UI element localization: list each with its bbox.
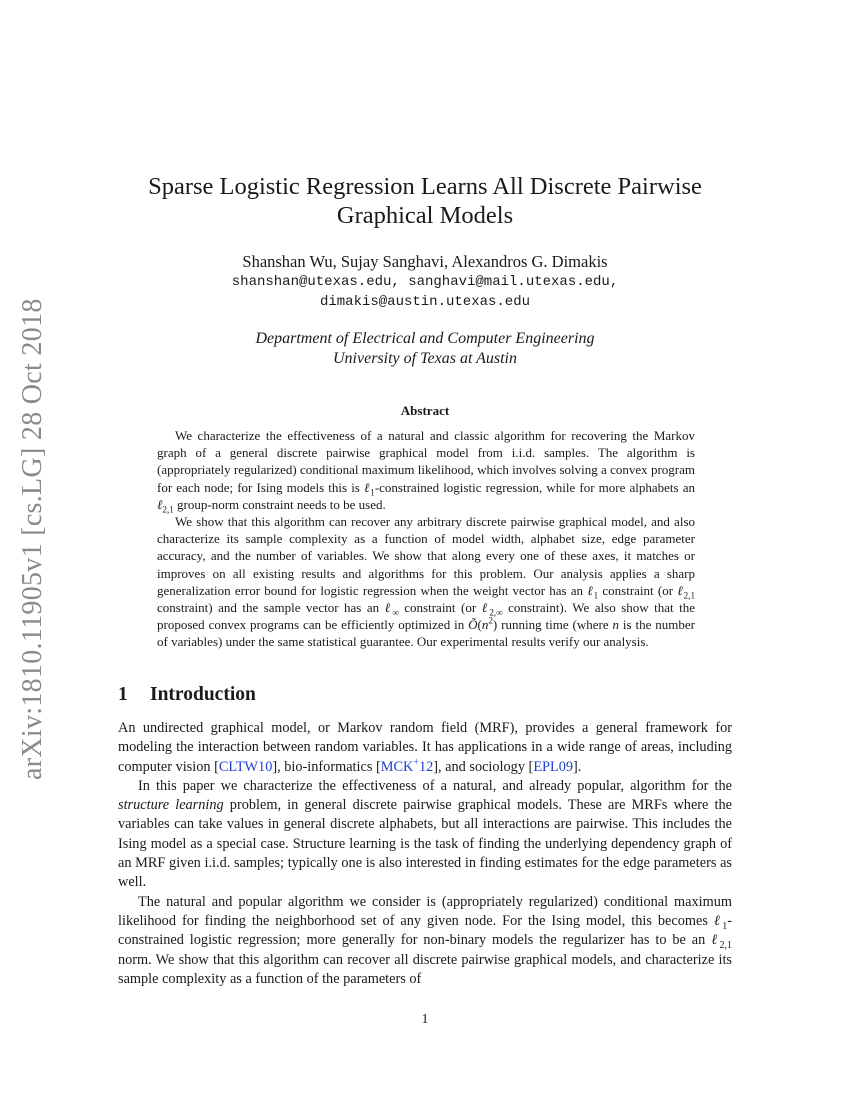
affiliation-line-1: Department of Electrical and Computer Engineering: [255, 330, 595, 347]
arxiv-identifier: arXiv:1810.11905v1 [cs.LG] 28 Oct 2018: [17, 298, 48, 780]
abstract-p1-text-b: -constrained logistic regression, while for more alphabets an: [374, 479, 695, 495]
citation-link-mck12[interactable]: [380, 756, 434, 775]
abstract-body: [157, 427, 695, 651]
variable-n: n: [481, 617, 489, 633]
ell-symbol: ℓ: [713, 912, 723, 929]
exponent: 2: [488, 615, 493, 626]
intro-paragraph-3: [118, 893, 732, 989]
ell-symbol: ℓ: [481, 600, 490, 616]
section-number: 1: [118, 684, 128, 705]
section-heading-introduction: [118, 684, 256, 706]
intro-p2-text-b: problem, in general discrete pairwise graphical models. These are MRFs where the variables can take values in general discrete alphabets, but all interactions are pairwise. This includes the Ising model as a special case. Structure learning is the task of finding the underlying dependency graph of an MRF given i.i.d. samples; typically one is also interested in finding estimates for the edge parameters as well.: [118, 797, 732, 891]
abstract-paragraph-1: [157, 427, 695, 513]
title-line-2: Graphical Models: [336, 202, 514, 229]
section-title: Introduction: [150, 684, 256, 705]
abstract-p2-text-c: constraint) and the sample vector has an: [157, 600, 385, 616]
ell-subscript: 1: [370, 487, 375, 498]
intro-p1-text-d: ].: [573, 758, 582, 775]
big-o-symbol: Õ: [468, 617, 478, 633]
ell-subscript: 1: [722, 920, 728, 932]
emails-line-2: dimakis@austin.utexas.edu: [319, 294, 531, 310]
author-emails: [118, 272, 732, 312]
title-line-1: Sparse Logistic Regression Learns All Discrete Pairwise: [148, 173, 702, 200]
ell-symbol: ℓ: [587, 582, 594, 598]
ell-symbol: ℓ: [711, 932, 720, 949]
citation-link-epl09[interactable]: EPL09: [533, 758, 574, 775]
intro-p1-text-a: An undirected graphical model, or Markov random field (MRF), provides a general framework for modeling the interaction between random variables. It has applications in a wide range of areas, including computer vision [: [118, 720, 732, 775]
ell-subscript: 2,∞: [489, 607, 503, 618]
abstract-p2-text-d: constraint (or: [398, 600, 482, 616]
paper-title: [118, 172, 732, 230]
page-number: 1: [421, 1012, 429, 1027]
intro-p3-text-a: The natural and popular algorithm we consider is (appropriately regularized) conditional maximum likelihood for finding the neighborhood set of any given node. For the Ising model, this becomes: [118, 893, 732, 929]
paren-open: (: [477, 617, 482, 633]
ell-subscript: ∞: [392, 607, 399, 618]
intro-p2-text-a: In this paper we characterize the effectiveness of a natural, and already popular, algorithm for the: [138, 777, 732, 794]
intro-paragraph-2: [118, 777, 732, 893]
affiliation: [118, 329, 732, 369]
citation-year: 12: [418, 758, 434, 775]
ell-subscript: 2,1: [683, 590, 695, 601]
ell-symbol: ℓ: [157, 496, 163, 512]
emails-line-1: shanshan@utexas.edu, sanghavi@mail.utexas.edu,: [231, 274, 619, 290]
intro-paragraph-1: [118, 719, 732, 777]
intro-p1-text-c: ], and sociology [: [433, 758, 534, 775]
citation-link-cltw10[interactable]: CLTW10: [218, 758, 273, 775]
ell-subscript: 1: [593, 590, 599, 601]
intro-p1-text-b: ], bio-informatics [: [272, 758, 381, 775]
abstract-p2-text-e: constraint). We also show that the proposed convex programs can be efficiently optimized in: [157, 600, 696, 633]
intro-p3-text-c: norm. We show that this algorithm can recover all discrete pairwise graphical models, and characterize its sample complexity as a function of the parameters of: [118, 951, 732, 987]
variable-n: n: [612, 617, 620, 633]
ell-symbol: ℓ: [363, 479, 371, 495]
ell-symbol: ℓ: [384, 600, 393, 616]
citation-text: MCK: [380, 758, 414, 775]
affiliation-line-2: University of Texas at Austin: [333, 350, 517, 367]
author-list: Shanshan Wu, Sujay Sanghavi, Alexandros G. Dimakis: [242, 252, 608, 271]
introduction-body: [118, 719, 732, 989]
ell-symbol: ℓ: [677, 582, 684, 598]
citation-sup: +: [413, 756, 419, 768]
abstract-heading: Abstract: [400, 403, 450, 418]
ell-subscript: 2,1: [719, 940, 732, 952]
paren-close: ): [492, 617, 498, 633]
abstract-p1-text-c: group-norm constraint needs to be used.: [173, 496, 386, 512]
ell-subscript: 2,1: [162, 504, 174, 515]
abstract-p2-text-f: running time (where: [497, 617, 613, 633]
abstract-p2-text-b: constraint (or: [598, 582, 678, 598]
abstract-p2-text-a: We show that this algorithm can recover any arbitrary discrete pairwise graphical model, and also characterize its sample complexity as a function of model width, alphabet size, edge parameter accuracy, and the number of variables. We show that along every one of these axes, it matches or improves on all existing results and algorithms for this problem. Our analysis applies a sharp generalization error bound for logistic regression when the weight vector has an: [157, 514, 695, 598]
abstract-p2-text-g: is the number of variables) under the same statistical guarantee. Our experimental results verify our analysis.: [157, 617, 696, 650]
emphasis-structure-learning: structure learning: [118, 797, 224, 814]
abstract-paragraph-2: [157, 513, 695, 651]
intro-p3-text-b: -constrained logistic regression; more generally for non-binary models the regularizer has to be an: [118, 912, 732, 949]
abstract-p1-text-a: We characterize the effectiveness of a natural and classic algorithm for recovering the Markov graph of a general discrete pairwise graphical model from i.i.d. samples. The algorithm is (appropriately regularized) conditional maximum likelihood, which involves solving a convex program for each node; for Ising models this is: [157, 428, 695, 495]
